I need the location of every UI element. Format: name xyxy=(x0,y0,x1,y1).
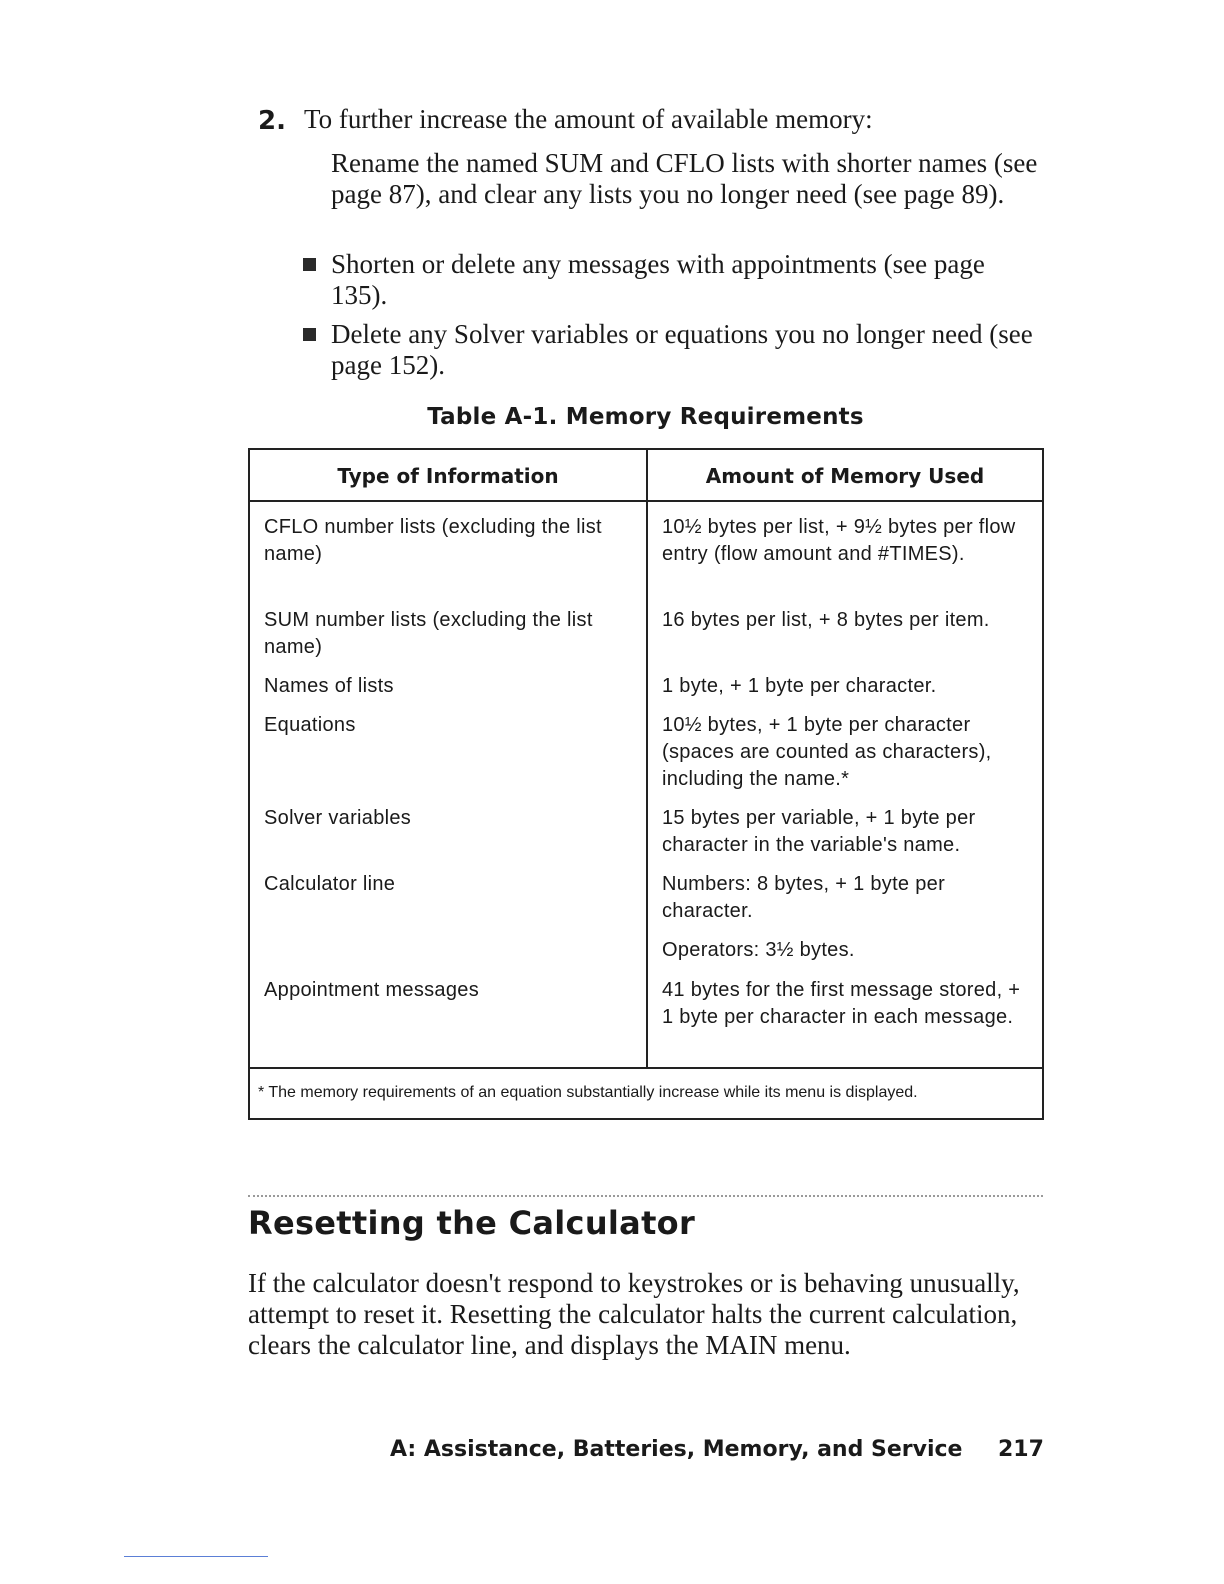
row-amount: 10½ bytes per list, + 9½ bytes per flow entry (flow amount and #TIMES). xyxy=(662,516,1016,565)
table-title: Table A-1. Memory Requirements xyxy=(427,404,864,430)
row-type: CFLO number lists (excluding the list name) xyxy=(264,516,602,565)
row-amount: 16 bytes per list, + 8 bytes per item. xyxy=(662,609,990,631)
page-number: 217 xyxy=(998,1437,1044,1462)
row-type: Calculator line xyxy=(264,873,396,895)
row-amount: 15 bytes per variable, + 1 byte per character in the variable's name. xyxy=(662,807,976,856)
row-amount: 41 bytes for the first message stored, + 1 byte per character in each message. xyxy=(662,979,1021,1028)
column-divider xyxy=(646,450,648,1069)
row-type: Equations xyxy=(264,714,356,736)
bullet-item: Shorten or delete any messages with appointments (see page 135). xyxy=(331,249,985,310)
row-amount: 10½ bytes, + 1 byte per character (spaces are counted as characters), including the name.* xyxy=(662,714,992,790)
step-text: To further increase the amount of available memory: xyxy=(304,104,873,134)
step-number: 2. xyxy=(258,106,286,136)
row-amount: Operators: 3½ bytes. xyxy=(662,939,855,961)
chapter-footer: A: Assistance, Batteries, Memory, and Service xyxy=(390,1437,963,1462)
bullet-item: Delete any Solver variables or equations you no longer need (see page 152). xyxy=(331,319,1033,380)
row-amount: 1 byte, + 1 byte per character. xyxy=(662,675,937,697)
section-paragraph: If the calculator doesn't respond to keystrokes or is behaving unusually, attempt to reset it. Resetting the calculator halts the current calculation, clears the calculator line, and displays the MAIN menu. xyxy=(248,1268,1020,1360)
row-type: Appointment messages xyxy=(264,979,480,1001)
bullet-square-icon xyxy=(303,258,316,271)
bullet-square-icon xyxy=(303,328,316,341)
header-amount: Amount of Memory Used xyxy=(705,464,985,488)
section-heading: Resetting the Calculator xyxy=(248,1204,696,1242)
row-type: Names of lists xyxy=(264,675,394,697)
table-footnote: * The memory requirements of an equation substantially increase while its menu is displayed. xyxy=(258,1084,918,1101)
row-type: Solver variables xyxy=(264,807,412,829)
footnote-divider xyxy=(250,1067,1042,1069)
header-divider xyxy=(250,500,1042,502)
row-amount: Numbers: 8 bytes, + 1 byte per character. xyxy=(662,873,946,922)
section-divider xyxy=(248,1195,1043,1197)
memory-requirements-table xyxy=(248,448,1044,1120)
intro-paragraph: Rename the named SUM and CFLO lists with shorter names (see page 87), and clear any lists you no longer need (see page 89). xyxy=(331,148,1038,209)
header-type: Type of Information xyxy=(337,464,559,488)
margin-line xyxy=(124,1556,268,1557)
row-type: SUM number lists (excluding the list name) xyxy=(264,609,593,658)
